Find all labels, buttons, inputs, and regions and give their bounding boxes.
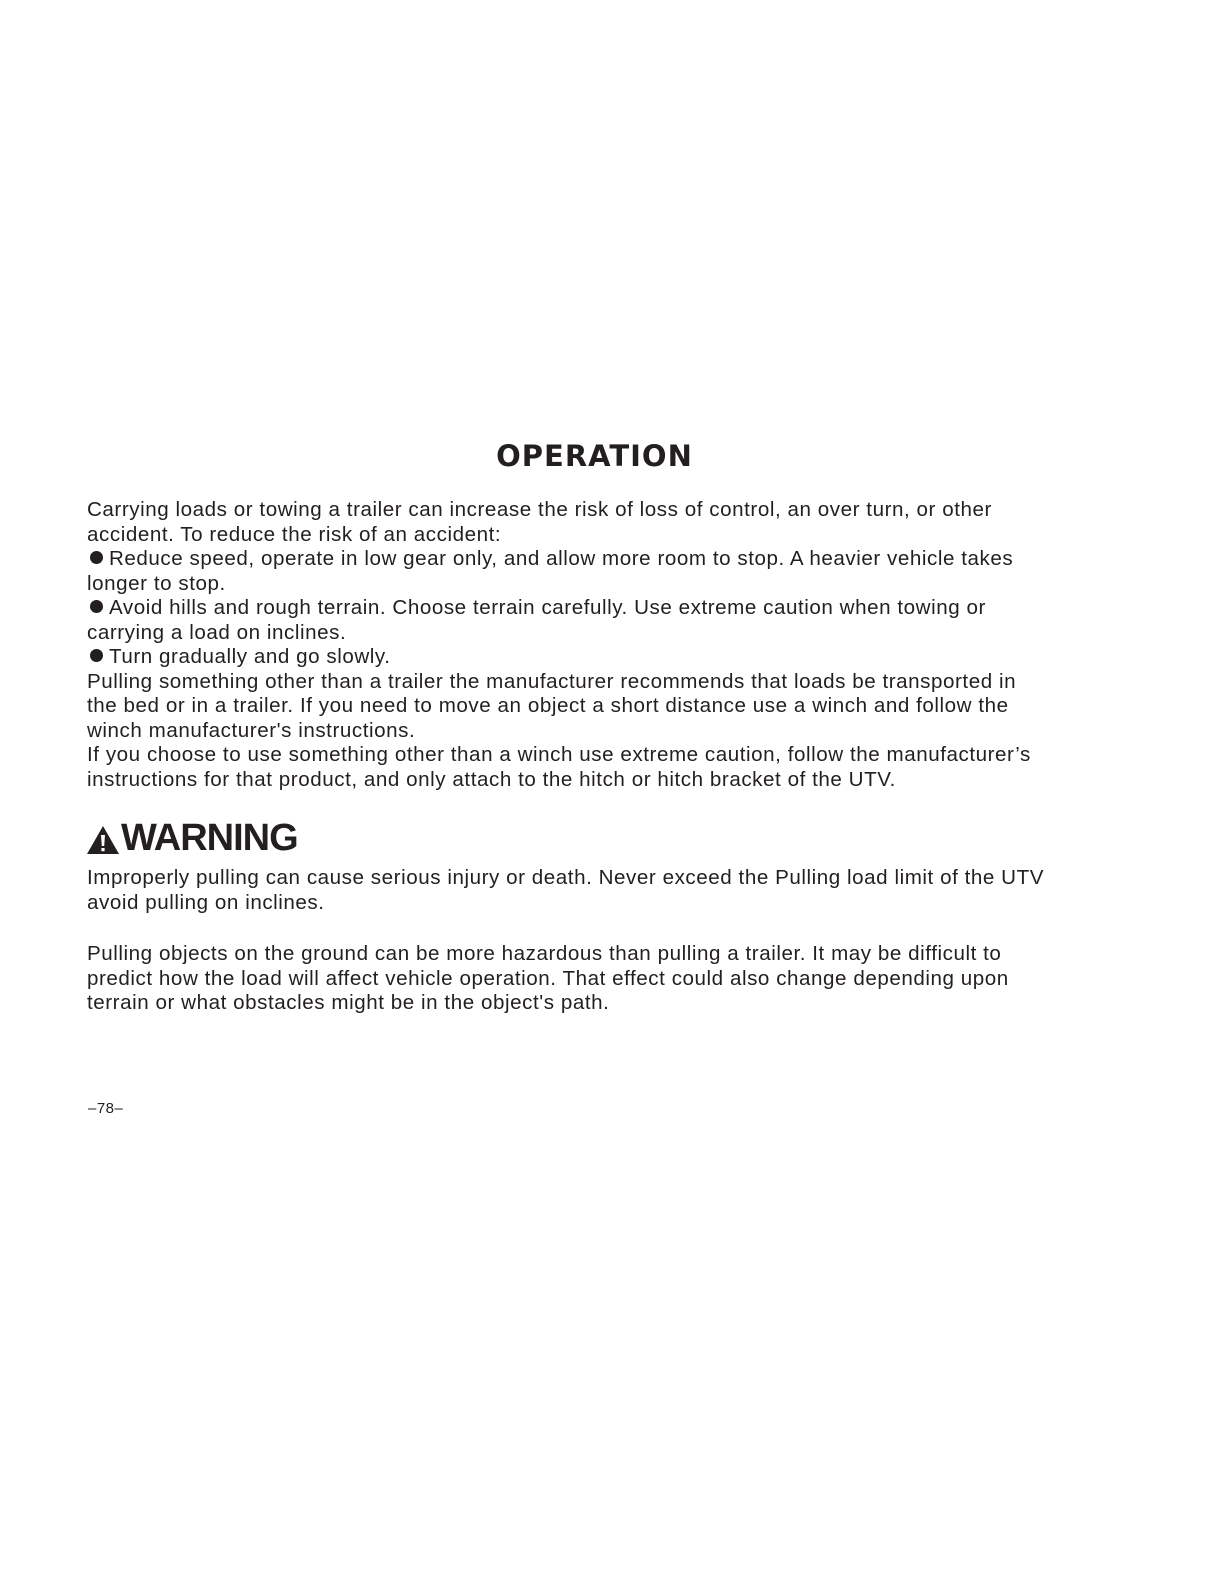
bullet-icon	[90, 551, 103, 564]
warning-triangle-icon	[86, 825, 120, 855]
bullet-icon	[90, 600, 103, 613]
operation-body	[87, 498, 1147, 792]
intro-line: Carrying loads or towing a trailer can increase the risk of loss of control, an over turn, or other	[87, 498, 992, 521]
warning-label: WARNING	[121, 817, 298, 859]
warning-body	[87, 866, 1147, 915]
hazard-line: predict how the load will affect vehicle operation. That effect could also change depending upon	[87, 966, 1009, 990]
bullet-icon	[90, 649, 103, 662]
bullet-item	[87, 645, 1147, 670]
bullet-text: Reduce speed, operate in low gear only, and allow more room to stop. A heavier vehicle takes	[109, 547, 1014, 570]
bullet-text: Turn gradually and go slowly.	[109, 645, 391, 668]
pulling-line: instructions for that product, and only attach to the hitch or hitch bracket of the UTV.	[87, 767, 896, 791]
hazard-line: Pulling objects on the ground can be more hazardous than pulling a trailer. It may be difficult to	[87, 942, 1002, 965]
intro-line: accident. To reduce the risk of an accident:	[87, 522, 502, 546]
bullet-continuation: carrying a load on inclines.	[87, 620, 347, 644]
bullet-text: Avoid hills and rough terrain. Choose terrain carefully. Use extreme caution when towing or	[109, 596, 986, 619]
page-title: OPERATION	[496, 439, 693, 473]
bullet-item	[87, 596, 1147, 621]
warning-heading	[86, 818, 298, 858]
hazard-line: terrain or what obstacles might be in the object's path.	[87, 991, 610, 1014]
bullet-continuation: longer to stop.	[87, 571, 226, 595]
pulling-line: Pulling something other than a trailer the manufacturer recommends that loads be transported in	[87, 669, 1017, 693]
page-number: –78–	[88, 1100, 124, 1117]
warning-line: avoid pulling on inclines.	[87, 890, 325, 914]
pulling-line: If you choose to use something other than a winch use extreme caution, follow the manufacturer’s	[87, 743, 1031, 766]
pulling-line: winch manufacturer's instructions.	[87, 718, 416, 742]
hazard-body	[87, 942, 1147, 1016]
warning-line: Improperly pulling can cause serious injury or death. Never exceed the Pulling load limit of the UTV	[87, 866, 1045, 889]
bullet-item	[87, 547, 1147, 572]
pulling-line: the bed or in a trailer. If you need to move an object a short distance use a winch and follow the	[87, 694, 1009, 717]
